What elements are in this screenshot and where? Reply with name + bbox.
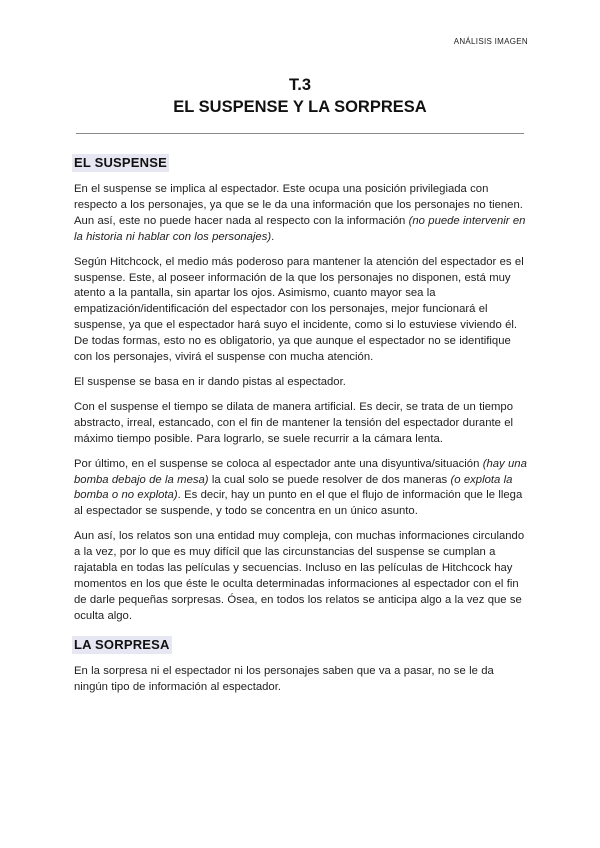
section-heading-sorpresa: LA SORPRESA	[74, 636, 170, 652]
paragraph-italic: (no puede intervenir en la historia ni hablar con los personajes)	[74, 214, 526, 243]
title-number: T.3	[288, 76, 311, 94]
paragraph-text: El suspense se basa en ir dando pistas al espectador.	[74, 375, 346, 388]
paragraph-text: En la sorpresa ni el espectador ni los personajes saben que va a pasar, no se le da ningún tipo de información al espectador.	[74, 664, 494, 693]
title-block	[0, 74, 600, 118]
page-title: EL SUSPENSE Y LA SORPRESA	[173, 98, 427, 116]
paragraph	[74, 400, 529, 448]
title-divider	[76, 133, 524, 134]
paragraph-tail: .	[271, 230, 275, 243]
paragraph	[74, 375, 529, 391]
paragraph	[74, 529, 529, 624]
paragraph	[74, 182, 529, 246]
section-suspense	[74, 152, 529, 625]
paragraph-italic: (hay una bomba debajo de la mesa)	[74, 457, 527, 486]
paragraph	[74, 457, 529, 521]
paragraph-mid: la cual solo se puede resolver de dos maneras	[208, 473, 451, 486]
paragraph-italic: (o explota la bomba o no explota)	[74, 473, 513, 502]
running-header: ANÁLISIS IMAGEN	[453, 37, 528, 46]
document-body	[74, 152, 529, 704]
paragraph	[74, 664, 529, 696]
paragraph-text: Aun así, los relatos son una entidad muy compleja, con muchas informaciones circulando a la vez, por lo que es muy difícil que las circunstancias del suspense se cumplan a rajatabla en todas las películas y secuencias. Incluso en las películas de Hitchcock hay momentos en los que éste le oculta determinadas informaciones al espectador con el fin de darle pequeñas sorpresas. Ósea, en todos los relatos se anticipa algo a la vez que se oculta algo.	[74, 530, 525, 622]
paragraph-text: Por último, en el suspense se coloca al espectador ante una disyuntiva/situación	[74, 457, 483, 470]
paragraph-text: En el suspense se implica al espectador. Este ocupa una posición privilegiada con respecto a los personajes, ya que se le da una información que los personajes no tienen. Aun así, este no puede hacer nada al respecto con la información	[74, 183, 523, 227]
paragraph-tail: . Es decir, hay un punto en el que el flujo de información que le llega al espectador se suspende, y todo se concentra en un único asunto.	[74, 489, 523, 518]
paragraph-text: Con el suspense el tiempo se dilata de manera artificial. Es decir, se trata de un tiempo abstracto, irreal, estancado, con el fin de mantener la tensión del espectador durante el máximo tiempo posible. Para lograrlo, se suele recurrir a la cámara lenta.	[74, 400, 514, 445]
paragraph	[74, 255, 529, 366]
section-heading-suspense: EL SUSPENSE	[74, 155, 167, 170]
paragraph-text: Según Hitchcock, el medio más poderoso para mantener la atención del espectador es el suspense. Este, al poseer información de la que los personajes no disponen, está muy atento a la pantalla, sin apartar los ojos. Asimismo, cuanto mayor sea la empatización/identificación del espectador con los personajes, mejor funcionará el suspense, ya que el espectador hará suyo el incidente, como si lo estuviese viviendo él. De todas formas, esto no es obligatorio, ya que aunque el espectador no se identifique con los personajes, vivirá el suspense con mucha atención.	[74, 255, 524, 364]
section-sorpresa	[74, 634, 529, 696]
